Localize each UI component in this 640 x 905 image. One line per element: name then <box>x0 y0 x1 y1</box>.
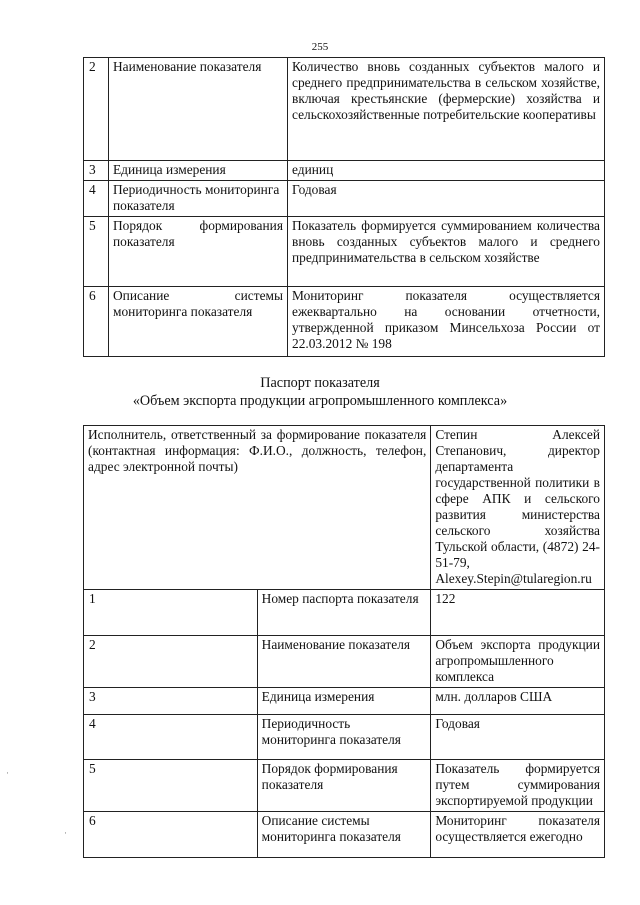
row-number: 4 <box>84 181 109 217</box>
table-row <box>84 715 605 760</box>
passport-title-line2: «Объем экспорта продукции агропромышленного комплекса» <box>132 393 508 409</box>
row-label: Единица измерения <box>257 688 431 715</box>
row-number: 5 <box>84 760 258 812</box>
table-row <box>84 181 605 217</box>
row-label: Наименование показателя <box>109 58 288 161</box>
table-row <box>84 760 605 812</box>
table-row <box>84 590 605 636</box>
row-label: Наименование показателя <box>257 636 431 688</box>
row-value: Показатель формируется путем суммирования экспортируемой продукции <box>431 760 605 812</box>
row-number: 6 <box>84 287 109 357</box>
table-row <box>84 688 605 715</box>
table-row <box>84 58 605 161</box>
row-label: Описание системы мониторинга показателя <box>257 812 431 858</box>
table-row <box>84 812 605 858</box>
table-row <box>84 636 605 688</box>
scan-speck: · <box>6 768 9 778</box>
executor-row <box>84 426 605 590</box>
row-number: 6 <box>84 812 258 858</box>
row-value: млн. долларов США <box>431 688 605 715</box>
row-number: 4 <box>84 715 258 760</box>
row-number: 2 <box>84 636 258 688</box>
row-number: 3 <box>84 688 258 715</box>
row-label: Периодичность мониторинга показателя <box>257 715 431 760</box>
indicator-table-continued <box>83 57 605 357</box>
table-row <box>84 287 605 357</box>
row-value: Объем экспорта продукции агропромышленного комплекса <box>431 636 605 688</box>
row-number: 2 <box>84 58 109 161</box>
executor-label: Исполнитель, ответственный за формирование показателя (контактная информация: Ф.И.О., должность, телефон, адрес электронной почты) <box>84 426 431 590</box>
row-value: Количество вновь созданных субъектов малого и среднего предпринимательства в сельском хозяйстве, включая крестьянские (фермерские) хозяйства и сельскохозяйственные потребительские кооперативы <box>288 58 605 161</box>
page-number: 255 <box>311 41 329 53</box>
row-label: Порядок формирования показателя <box>109 217 288 287</box>
row-value: Годовая <box>288 181 605 217</box>
table-row <box>84 161 605 181</box>
passport-title-line1: Паспорт показателя <box>260 375 380 391</box>
passport-title <box>0 374 640 410</box>
row-value: Показатель формируется суммированием количества вновь созданных субъектов малого и среднего предпринимательства в сельском хозяйстве <box>288 217 605 287</box>
row-number: 3 <box>84 161 109 181</box>
row-value: 122 <box>431 590 605 636</box>
row-label: Номер паспорта показателя <box>257 590 431 636</box>
row-label: Порядок формирования показателя <box>257 760 431 812</box>
table-row <box>84 217 605 287</box>
row-number: 5 <box>84 217 109 287</box>
row-number: 1 <box>84 590 258 636</box>
row-value: Мониторинг показателя осуществляется ежеквартально на основании отчетности, утвержденной приказом Минсельхоза России от 22.03.2012 № 198 <box>288 287 605 357</box>
row-label: Единица измерения <box>109 161 288 181</box>
row-value: Годовая <box>431 715 605 760</box>
scan-speck: · <box>64 828 67 838</box>
row-value: Мониторинг показателя осуществляется ежегодно <box>431 812 605 858</box>
row-value: единиц <box>288 161 605 181</box>
row-label: Периодичность мониторинга показателя <box>109 181 288 217</box>
indicator-passport-table <box>83 425 605 858</box>
executor-value: Степин Алексей Степанович, директор департамента государственной политики в сфере АПК и сельского развития министерства сельского хозяйства Тульской области, (4872) 24-51-79, Alexey.Stepin@tularegion.ru <box>431 426 605 590</box>
row-label: Описание системы мониторинга показателя <box>109 287 288 357</box>
